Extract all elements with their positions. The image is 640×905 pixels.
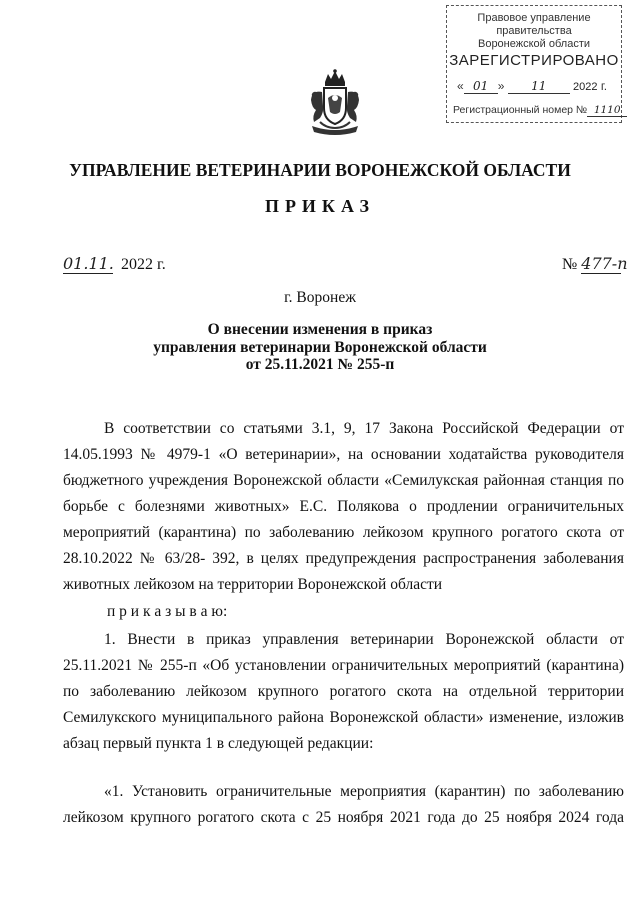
stamp-date-year: 2022: [573, 81, 598, 93]
order-word: п р и к а з ы в а ю:: [107, 603, 228, 620]
city: г. Воронеж: [284, 289, 356, 306]
stamp-date-month: 11: [508, 79, 570, 94]
stamp-reg-label: Регистрационный номер №: [453, 104, 588, 116]
organization-name: УПРАВЛЕНИЕ ВЕТЕРИНАРИИ ВОРОНЕЖСКОЙ ОБЛАСТИ: [69, 160, 571, 180]
body-line: В соответствии со статьями 3.1, 9, 17 Закона Российской Федерации от: [104, 420, 624, 437]
voronezh-coat-of-arms-icon: [306, 68, 364, 138]
stamp-reg: [453, 104, 621, 117]
item-line: 25.11.2021 № 255-п «Об установлении ограничительных мероприятий (карантина): [63, 657, 624, 674]
order-date-handwritten: 01.11.: [63, 254, 114, 273]
body-line: борьбе с болезнями животных» Е.С. Полякова о продлении ограничительных: [63, 498, 624, 515]
stamp-line-2: Воронежской области: [477, 38, 590, 50]
body-line: 14.05.1993 № 4979-1 «О ветеринарии», на основании ходатайства руководителя: [63, 446, 624, 463]
stamp-line-1: Правовое управление правительства: [477, 12, 591, 37]
item-line: 1. Внести в приказ управления ветеринарии Воронежской области от: [104, 631, 624, 648]
subject: [0, 321, 640, 374]
subject-line: от 25.11.2021 № 255-п: [245, 356, 395, 373]
stamp-date-day: 01: [464, 79, 498, 94]
body-line: 28.10.2022 № 63/28- 392, в целях предупреждения распространения заболевания: [63, 550, 624, 567]
stamp-reg-number: 1110: [587, 104, 627, 117]
registration-stamp: [446, 5, 622, 123]
quote-line: лейкозом крупного рогатого скота с 25 ноября 2021 года до 25 ноября 2024 года: [63, 809, 624, 826]
order-date-year: 2022 г.: [121, 256, 166, 273]
order-number-handwritten: 477-п: [581, 254, 628, 273]
item-line: Семилукского муниципального района Воронежской области» изменение, изложив: [63, 709, 624, 726]
document-type: ПРИКАЗ: [264, 196, 376, 216]
stamp-authority: [447, 12, 621, 51]
subject-line: управления ветеринарии Воронежской области: [153, 338, 487, 356]
quote-line: «1. Установить ограничительные мероприятия (карантин) по заболеванию: [104, 783, 624, 800]
order-date: [63, 254, 166, 274]
subject-line: О внесении изменения в приказ: [207, 321, 433, 338]
body-line: мероприятий (карантина) по заболеванию лейкозом крупного рогатого скота от: [63, 524, 624, 541]
body-line: животных лейкозом на территории Воронежской области: [63, 576, 443, 593]
order-number: [562, 254, 628, 274]
order-number-prefix: №: [562, 256, 578, 273]
body-line: бюджетного учреждения Воронежской области «Семилукская районная станция по: [63, 472, 624, 489]
stamp-date: « 01 » 11 2022 г.: [457, 79, 608, 93]
item-line: абзац первый пункта 1 в следующей редакции:: [63, 735, 374, 752]
stamp-registered: ЗАРЕГИСТРИРОВАНО: [449, 52, 619, 69]
item-line: по заболеванию лейкозом крупного рогатого скота на отдельной территории: [63, 683, 624, 700]
